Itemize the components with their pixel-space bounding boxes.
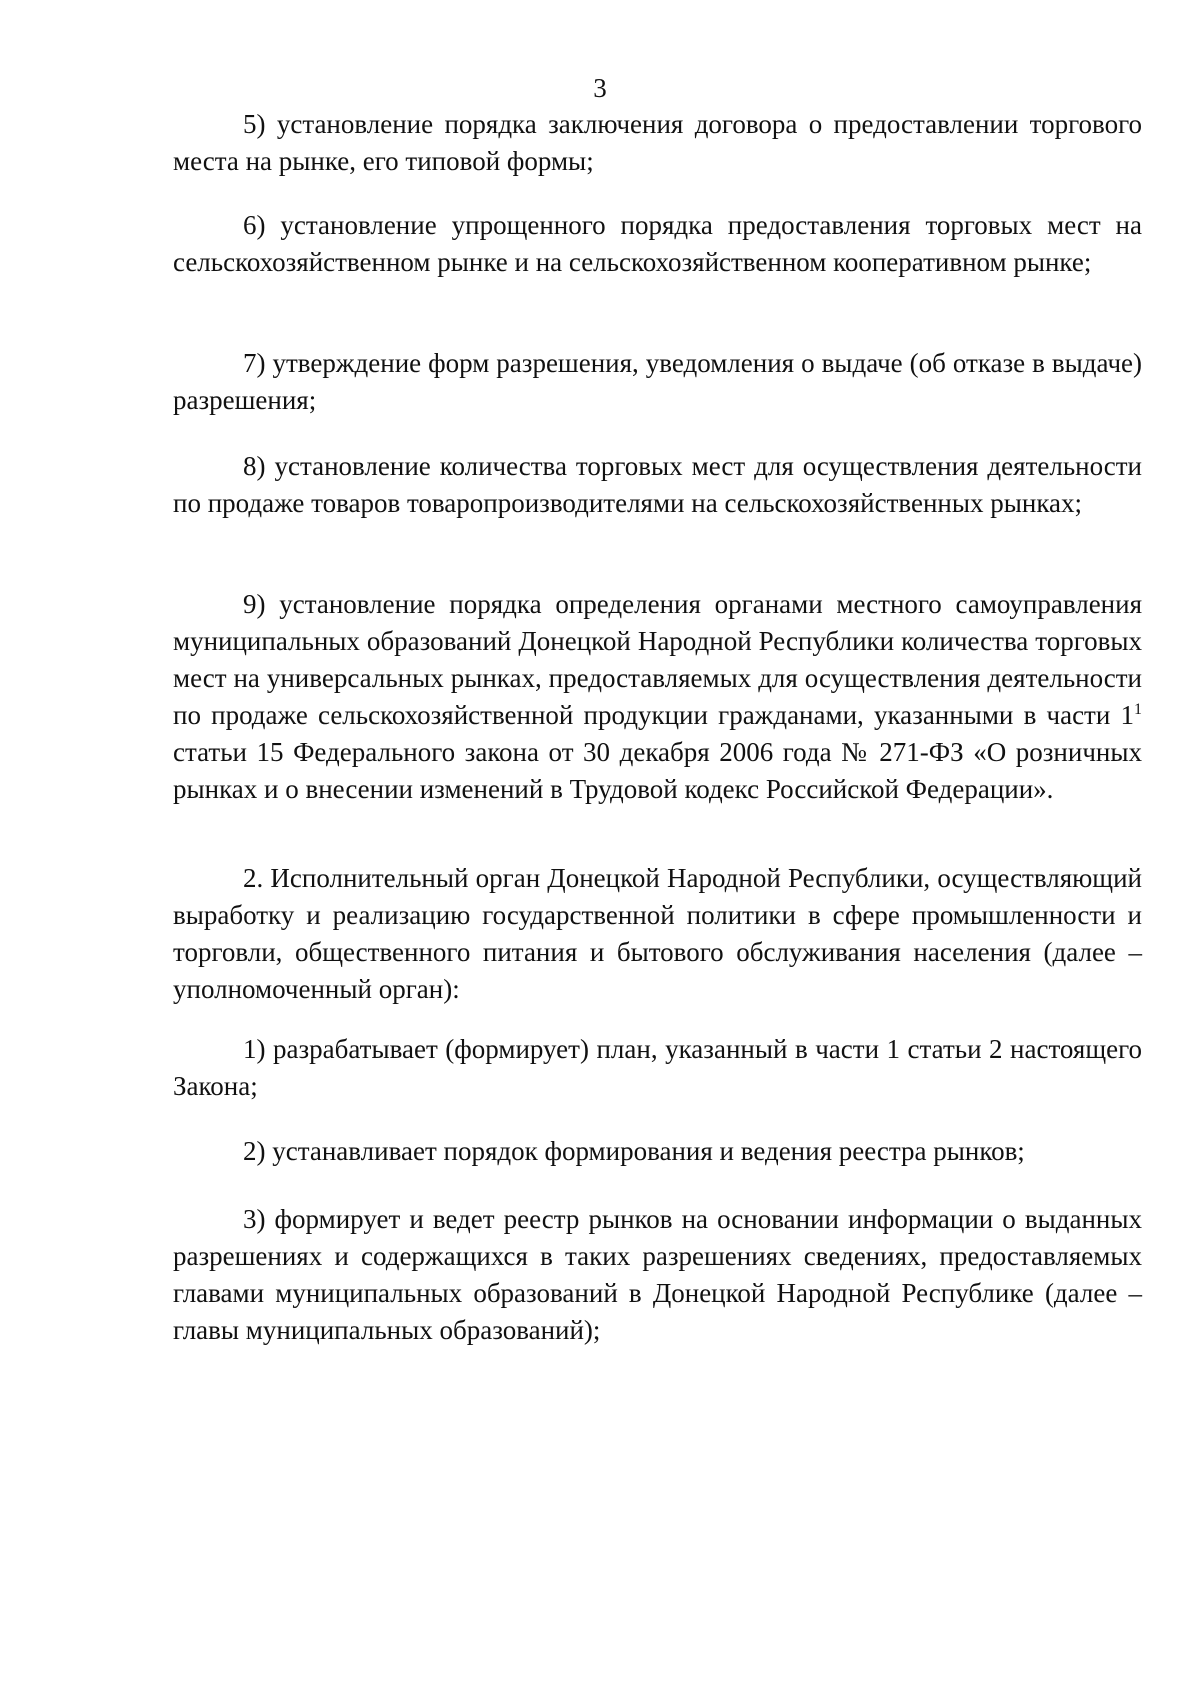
- paragraph-item-9: [173, 586, 1142, 808]
- paragraph-item-6: 6) установление упрощенного порядка предоставления торговых мест на сельскохозяйственном рынке и на сельскохозяйственном кооперативном рынке;: [173, 210, 1142, 277]
- section-2-item-2: 2) устанавливает порядок формирования и ведения реестра рынков;: [243, 1136, 1025, 1166]
- paragraph-item-5: 5) установление порядка заключения договора о предоставлении торгового места на рынке, его типовой формы;: [173, 109, 1142, 176]
- section-2-intro: 2. Исполнительный орган Донецкой Народной Республики, осуществляющий выработку и реализацию государственной политики в сфере промышленности и торговли, общественного питания и бытового обслуживания населения (далее – уполномоченный орган):: [173, 863, 1142, 1004]
- section-2-item-1: 1) разрабатывает (формирует) план, указанный в части 1 статьи 2 настоящего Закона;: [173, 1034, 1142, 1101]
- section-2-item-3: 3) формирует и ведет реестр рынков на основании информации о выданных разрешениях и содержащихся в таких разрешениях сведениях, предоставляемых главами муниципальных образований в Донецкой Народной Республике (далее – главы муниципальных образований);: [173, 1204, 1142, 1345]
- page-number: 3: [593, 73, 607, 103]
- paragraph-item-9-text-b: статьи 15 Федерального закона от 30 декабря 2006 года № 271-ФЗ «О розничных рынках и о внесении изменений в Трудовой кодекс Российской Федерации».: [173, 737, 1142, 804]
- paragraph-item-8: 8) установление количества торговых мест для осуществления деятельности по продаже товаров товаропроизводителями на сельскохозяйственных рынках;: [173, 451, 1142, 518]
- paragraph-item-7: 7) утверждение форм разрешения, уведомления о выдаче (об отказе в выдаче) разрешения;: [173, 348, 1142, 415]
- superscript-index: 1: [1134, 701, 1142, 718]
- paragraph-item-9-text-a: 9) установление порядка определения органами местного самоуправления муниципальных образований Донецкой Народной Республики количества торговых мест на универсальных рынках, предоставляемых для осуществления деятельности по продаже сельскохозяйственной продукции гражданами, указанными в части 1: [173, 589, 1142, 730]
